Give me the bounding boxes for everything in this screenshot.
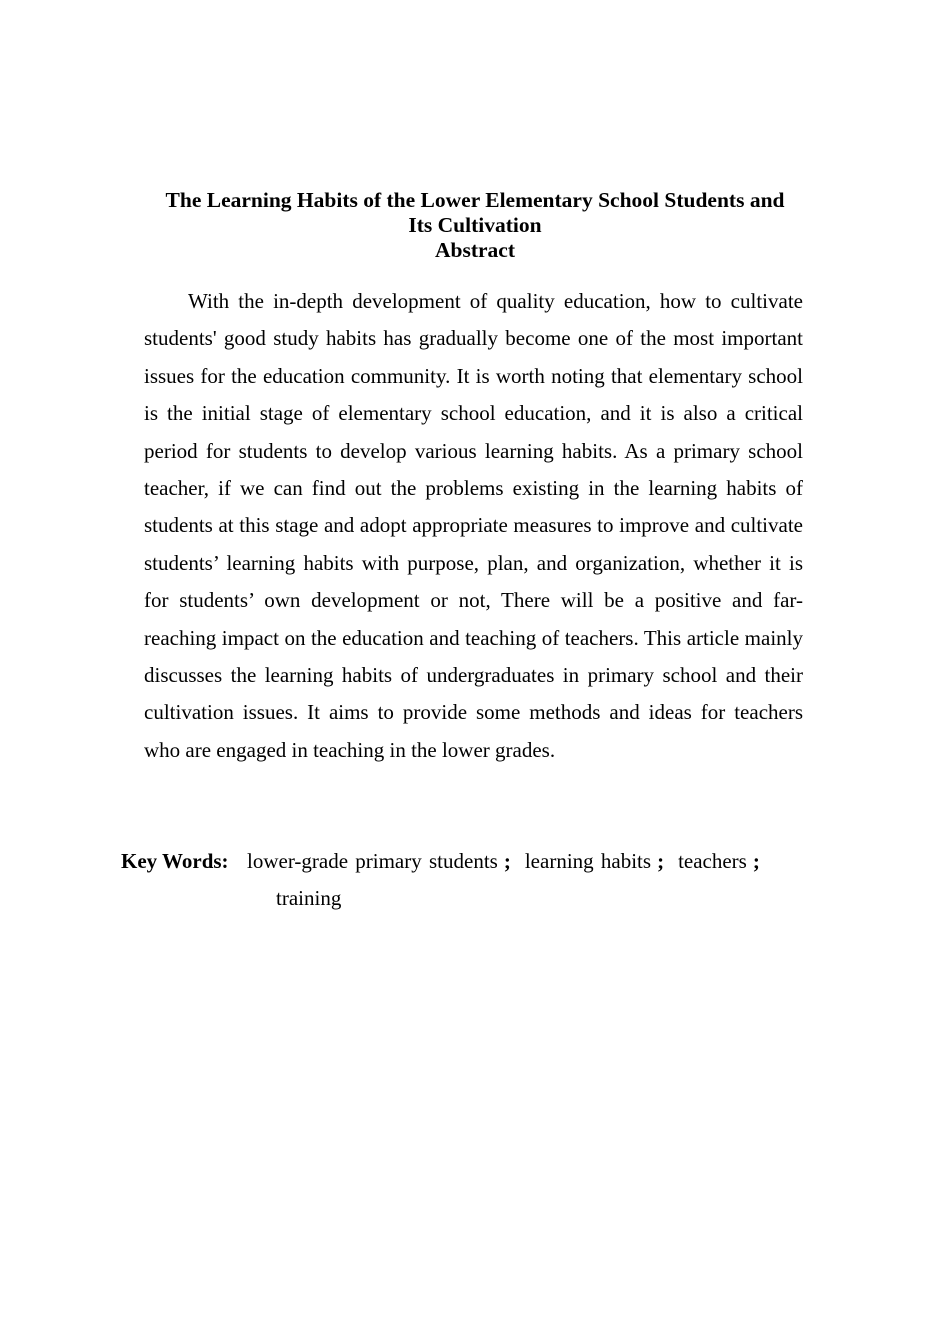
abstract-paragraph: With the in-depth development of quality education, how to cultivate students' good study habits has gradually become one of the most important issues for the education community. It is worth noting that elementary school is the initial stage of elementary school education, and it is also a critical period for students to develop various learning habits. As a primary school teacher, if we can find out the problems existing in the learning habits of students at this stage and adopt appropriate measures to improve and cultivate students’ learning habits with purpose, plan, and organization, whether it is for students’ own development or not, There will be a positive and far-reaching impact on the education and teaching of teachers. This article mainly discusses the learning habits of undergraduates in primary school and their cultivation issues. It aims to provide some methods and ideas for teachers who are engaged in teaching in the lower grades. <box>144 289 803 762</box>
keywords-line-1 <box>247 843 774 880</box>
keyword-separator: ; <box>657 849 665 873</box>
keyword-separator: ; <box>752 849 760 873</box>
abstract-heading: Abstract <box>434 238 515 262</box>
keywords-label: Key Words: <box>121 849 229 873</box>
paper-title-line-2: Its Cultivation <box>408 213 542 237</box>
paper-title-line-1: The Learning Habits of the Lower Elementary School Students and <box>165 188 785 212</box>
keyword-item: teachers <box>678 849 747 873</box>
keyword-item: training <box>276 886 342 910</box>
keyword-separator: ; <box>503 849 511 873</box>
keywords-line-2 <box>276 880 341 917</box>
title-block <box>140 188 810 263</box>
keyword-item: lower-grade primary students <box>247 849 498 873</box>
keyword-item: learning habits <box>524 849 652 873</box>
